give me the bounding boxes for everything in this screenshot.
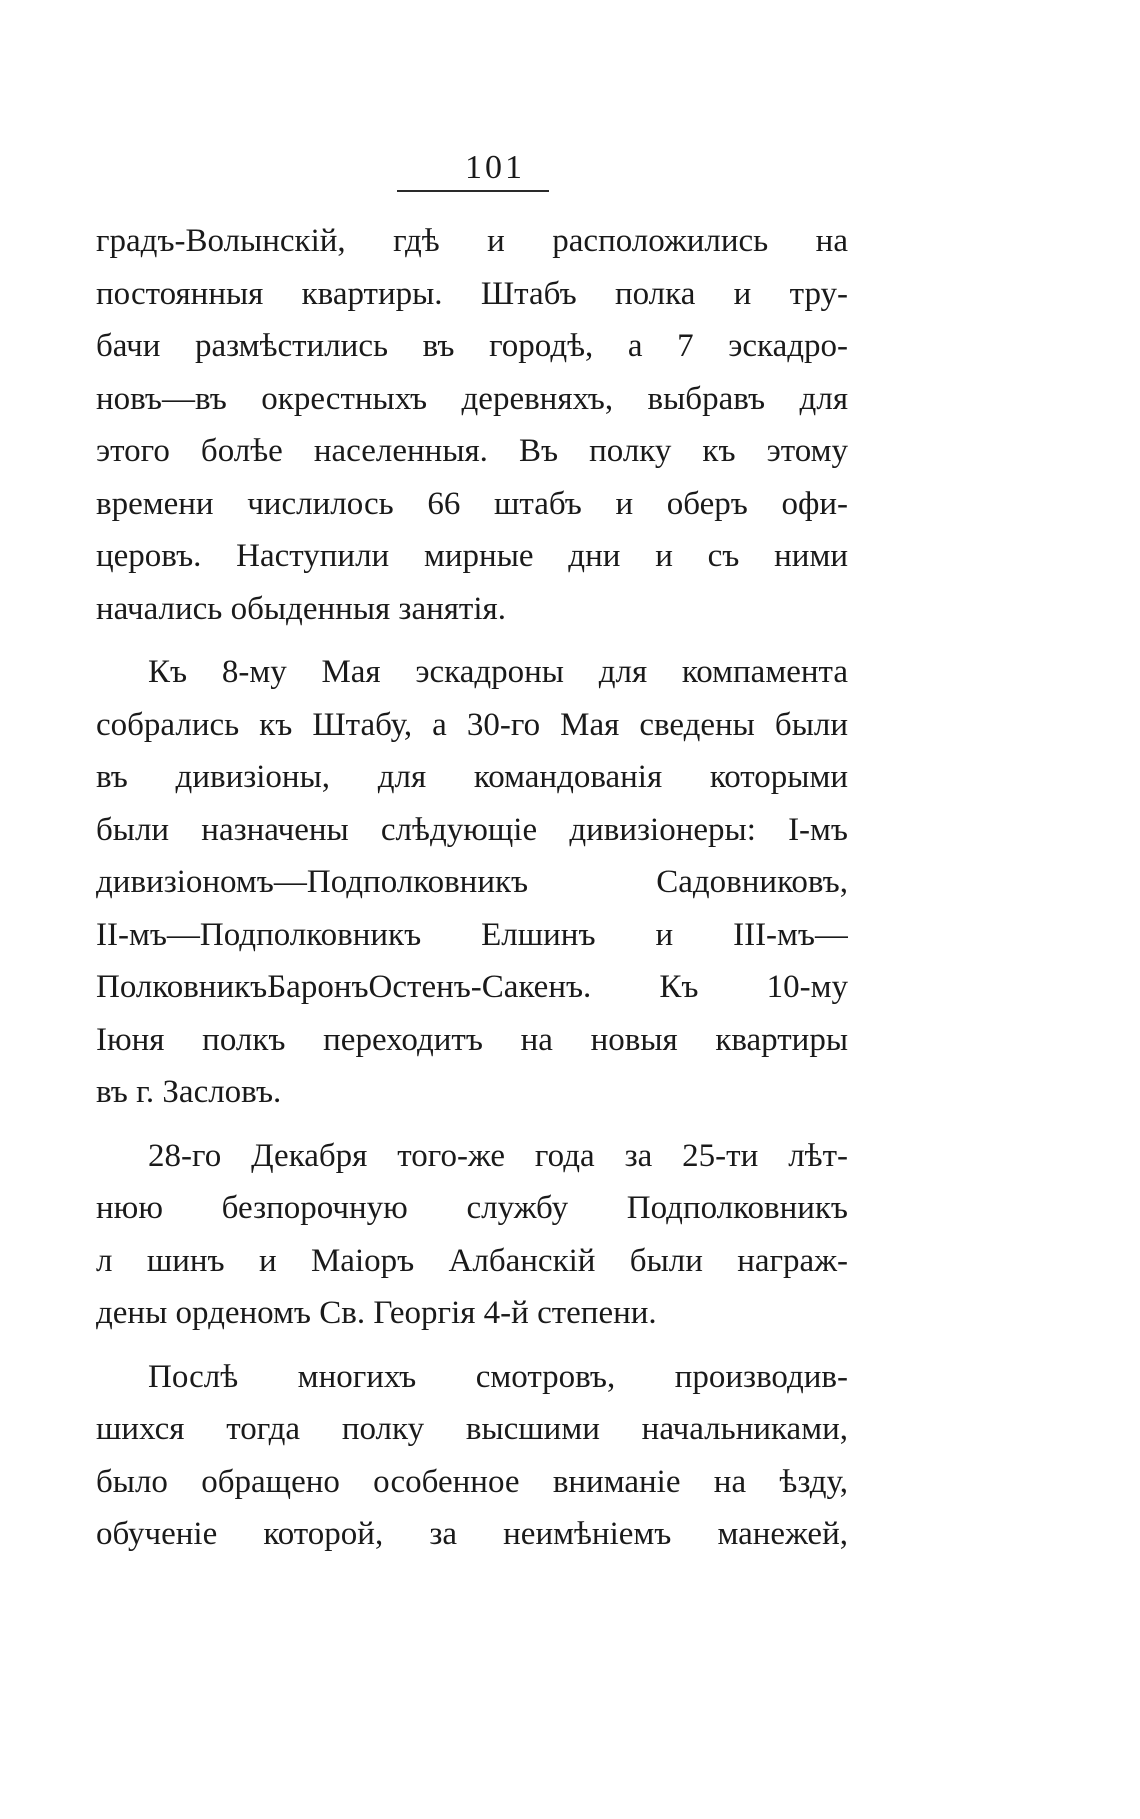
- paragraph-gap: [96, 1340, 848, 1351]
- paragraph: [96, 646, 848, 1119]
- text-line: постоянныя квартиры. Штабъ полка и тру-: [96, 275, 848, 312]
- paragraph: [96, 215, 848, 635]
- paragraph-gap: [96, 1119, 848, 1130]
- text-line: было обращено особенное вниманіе на ѣзду,: [96, 1463, 848, 1500]
- text-line: Послѣ многихъ смотровъ, производив-: [148, 1358, 848, 1395]
- text-line: л шинъ и Маіоръ Албанскій были награж-: [96, 1242, 848, 1279]
- text-line: ПолковникъБаронъОстенъ-Сакенъ. Къ 10-му: [96, 969, 848, 1005]
- text-line: нюю безпорочную службу Подполковникъ: [96, 1190, 848, 1226]
- text-line: были назначены слѣдующіе дивизіонеры: I-мъ: [96, 811, 848, 848]
- paragraph: [96, 1130, 848, 1340]
- text-line: бачи размѣстились въ городѣ, а 7 эскадро-: [96, 328, 848, 364]
- page-number: 101: [465, 149, 525, 186]
- text-line: времени числилось 66 штабъ и оберъ офи-: [96, 485, 848, 522]
- text-line: 28-го Декабря того-же года за 25-ти лѣт-: [148, 1137, 848, 1174]
- text-line: новъ—въ окрестныхъ деревняхъ, выбравъ для: [96, 380, 848, 417]
- text-line: градъ-Волынскій, гдѣ и расположились на: [96, 223, 848, 259]
- text-line: въ г. Засловъ.: [96, 1074, 282, 1110]
- text-line: дивизіономъ—Подполковникъ Садовниковъ,: [96, 864, 848, 900]
- text-line: дены орденомъ Св. Георгія 4-й степени.: [96, 1295, 657, 1331]
- text-line: шихся тогда полку высшими начальниками,: [96, 1411, 848, 1447]
- text-line: церовъ. Наступили мирные дни и съ ними: [96, 538, 848, 574]
- text-line: собрались къ Штабу, а 30-го Мая сведены были: [96, 706, 848, 743]
- text-line: этого болѣе населенныя. Въ полку къ этому: [96, 433, 848, 469]
- text-line: Іюня полкъ переходитъ на новыя квартиры: [96, 1021, 848, 1058]
- paragraph-gap: [96, 635, 848, 646]
- header-rule: [397, 190, 549, 192]
- text-line: въ дивизіоны, для командованія которыми: [96, 759, 848, 795]
- text-line: обученіе которой, за неимѣніемъ манежей,: [96, 1516, 848, 1552]
- body-text: [96, 215, 848, 1561]
- text-line: Къ 8-му Мая эскадроны для компамента: [148, 654, 848, 690]
- paragraph: [96, 1351, 848, 1561]
- text-line: II-мъ—Подполковникъ Елшинъ и III-мъ—: [96, 916, 848, 953]
- text-line: начались обыденныя занятія.: [96, 590, 506, 627]
